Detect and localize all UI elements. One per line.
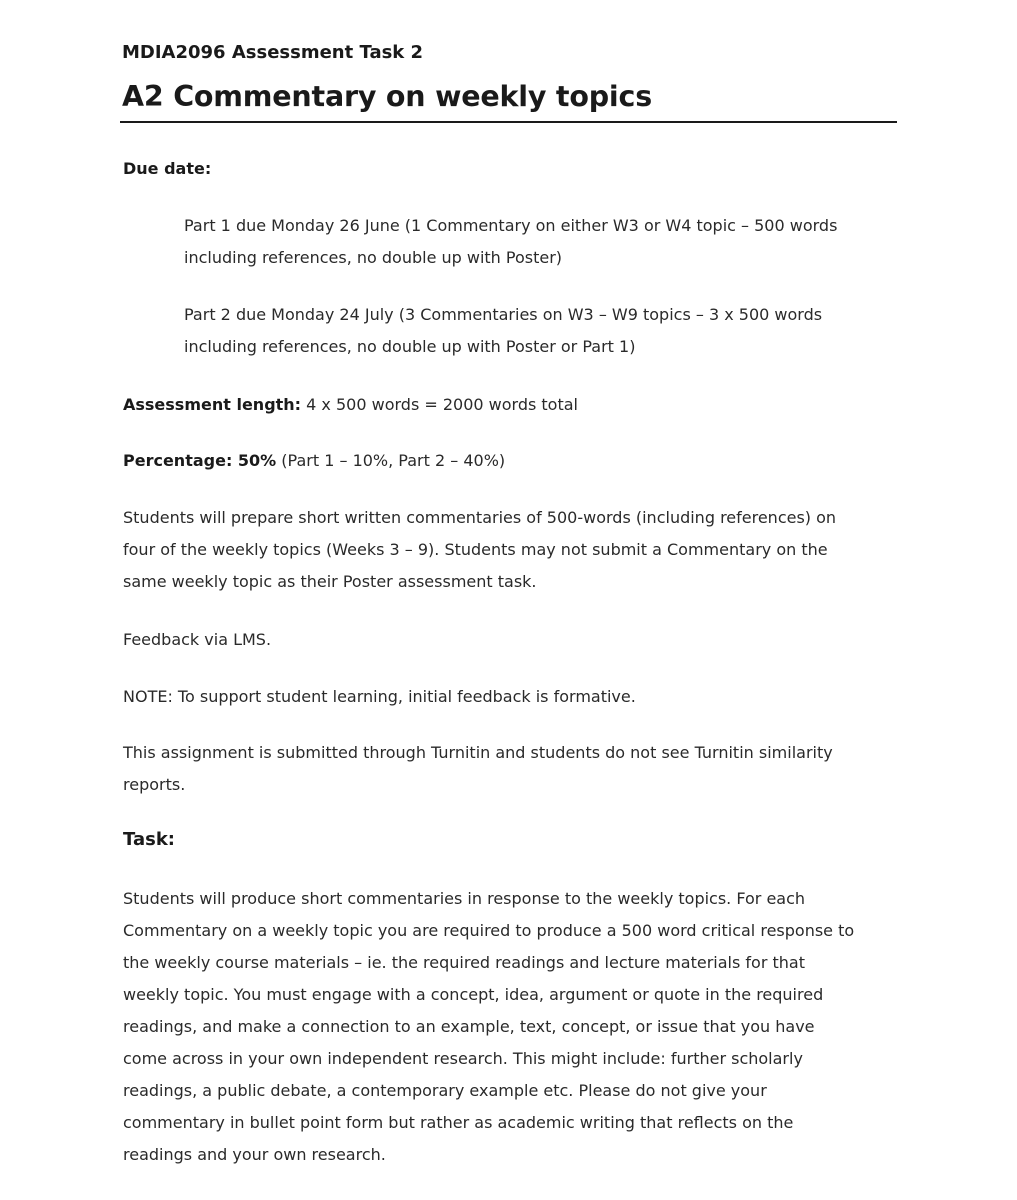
task-line: Students will produce short commentaries in response to the weekly topics. For each (123, 889, 806, 908)
course-code-heading: MDIA2096 Assessment Task 2 (122, 42, 424, 63)
overview-paragraph (123, 502, 836, 598)
task-paragraph (123, 883, 854, 1171)
overview-line: Students will prepare short written commentaries of 500-words (including references) on (123, 508, 837, 527)
assessment-length (123, 389, 578, 421)
overview-line: same weekly topic as their Poster assessment task. (123, 572, 537, 591)
task-line: weekly topic. You must engage with a concept, idea, argument or quote in the required (123, 985, 824, 1004)
due-part2-line: including references, no double up with Poster or Part 1) (184, 337, 636, 356)
turnitin-line: reports. (123, 775, 186, 794)
due-part2-line: Part 2 due Monday 24 July (3 Commentaries on W3 – W9 topics – 3 x 500 words (184, 305, 823, 324)
task-line: readings, a public debate, a contemporary example etc. Please do not give your (123, 1081, 767, 1100)
due-part1 (184, 210, 837, 274)
percentage-label: Percentage: 50% (123, 451, 277, 470)
task-line: Commentary on a weekly topic you are required to produce a 500 word critical response to (123, 921, 855, 940)
title-divider (120, 121, 897, 123)
turnitin-line: This assignment is submitted through Turnitin and students do not see Turnitin similarity (123, 743, 833, 762)
task-line: commentary in bullet point form but rather as academic writing that reflects on the (123, 1113, 794, 1132)
feedback-text: Feedback via LMS. (123, 630, 272, 649)
percentage-value: (Part 1 – 10%, Part 2 – 40%) (276, 451, 506, 470)
page-title: A2 Commentary on weekly topics (122, 80, 652, 113)
assessment-length-label: Assessment length: (123, 395, 302, 414)
due-part2 (184, 299, 822, 363)
due-part1-line: Part 1 due Monday 26 June (1 Commentary on either W3 or W4 topic – 500 words (184, 216, 838, 235)
task-line: readings, and make a connection to an example, text, concept, or issue that you have (123, 1017, 815, 1036)
due-part1-line: including references, no double up with Poster) (184, 248, 563, 267)
due-date-label: Due date: (123, 159, 212, 178)
task-line: readings and your own research. (123, 1145, 386, 1164)
percentage (123, 445, 505, 477)
assessment-length-value: 4 x 500 words = 2000 words total (301, 395, 578, 414)
turnitin-paragraph (123, 737, 833, 801)
overview-line: four of the weekly topics (Weeks 3 – 9). Students may not submit a Commentary on the (123, 540, 828, 559)
task-heading: Task: (123, 829, 175, 850)
note-text: NOTE: To support student learning, initial feedback is formative. (123, 687, 636, 706)
task-line: the weekly course materials – ie. the required readings and lecture materials for that (123, 953, 805, 972)
task-line: come across in your own independent research. This might include: further scholarly (123, 1049, 803, 1068)
